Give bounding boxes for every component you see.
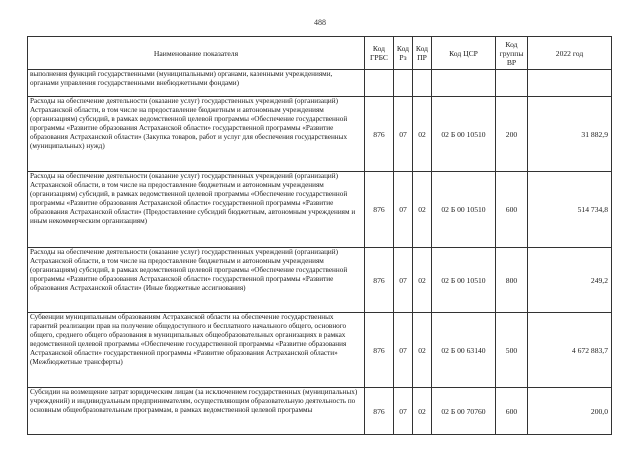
header-name: Наименование показателя [28,37,365,70]
header-csr: Код ЦСР [432,37,496,70]
row-amount: 200,0 [528,388,612,435]
row-amount: 31 882,9 [528,97,612,172]
row-grbs: 876 [365,172,394,248]
table-row [28,97,612,172]
table-row-continuation [28,70,612,97]
row-amount: 514 734,8 [528,172,612,248]
row-csr: 02 Б 00 10510 [432,97,496,172]
header-grbs: Код ГРБС [365,37,394,70]
table-row [28,388,612,435]
row-csr: 02 Б 00 10510 [432,172,496,248]
row-grbs: 876 [365,97,394,172]
row-csr: 02 Б 00 10510 [432,248,496,313]
row-pr: 02 [413,248,432,313]
row-csr: 02 Б 00 63140 [432,313,496,388]
row-rz: 07 [394,172,413,248]
row-grbs: 876 [365,388,394,435]
row-name: Расходы на обеспечение деятельности (оказание услуг) государственных учреждений (организаций) Астраханской области, в том числе на предоставление бюджетным и автономным учреждениям (организациям) субсидий, в рамках ведомственной целевой программы «Обеспечение государственной программы «Развитие образования Астраханской области» государственной программы «Развитие образования Астраханской области» (Иные бюджетные ассигнования) [28,248,365,313]
row-vr: 600 [496,172,528,248]
row-name: Субсидии на возмещение затрат юридическим лицам (за исключением государственных (муниципальных) учреждений) и индивидуальным предпринимателям, осуществляющим образовательную деятельность по основным общеобразовательным программам, в рамках ведомственной целевой программы [28,388,365,435]
row-name: Расходы на обеспечение деятельности (оказание услуг) государственных учреждений (организаций) Астраханской области, в том числе на предоставление бюджетным и автономным учреждениям (организациям) субсидий, в рамках ведомственной целевой программы «Обеспечение государственной программы «Развитие образования Астраханской области» государственной программы «Развитие образования Астраханской области» (Закупка товаров, работ и услуг для обеспечения государственных (муниципальных) нужд) [28,97,365,172]
table-row [28,248,612,313]
row-amount: 4 672 883,7 [528,313,612,388]
row-name: Расходы на обеспечение деятельности (оказание услуг) государственных учреждений (организаций) Астраханской области, в том числе на предоставление бюджетным и автономным учреждениям (организациям) субсидий, в рамках ведомственной целевой программы «Обеспечение государственной программы «Развитие образования Астраханской области» государственной программы «Развитие образования Астраханской области» (Предоставление субсидий бюджетным, автономным учреждениям и иным некоммерческим организациям) [28,172,365,248]
row-vr: 200 [496,97,528,172]
row-pr: 02 [413,172,432,248]
header-pr: Код ПР [413,37,432,70]
row-pr: 02 [413,97,432,172]
budget-table [27,36,612,435]
row-vr: 600 [496,388,528,435]
row-vr: 800 [496,248,528,313]
table-row [28,313,612,388]
row-name: Субвенции муниципальным образованиям Астраханской области на обеспечение государственных гарантий реализации прав на получение общедоступного и бесплатного начального общего, основного общего, среднего общего образования в муниципальных общеобразовательных организациях в рамках ведомственной целевой программы «Обеспечение государственной программы «Развитие образования Астраханской области» государственной программы «Развитие образования Астраханской области» (Межбюджетные трансферты) [28,313,365,388]
continuation-text: выполнения функций государственными (муниципальными) органами, казенными учреждениями, органами управления государственными внебюджетными фондами) [28,70,365,97]
row-grbs: 876 [365,248,394,313]
row-csr: 02 Б 00 70760 [432,388,496,435]
table-header [28,37,612,70]
row-pr: 02 [413,388,432,435]
row-grbs: 876 [365,313,394,388]
row-rz: 07 [394,248,413,313]
row-amount: 249,2 [528,248,612,313]
header-vr: Код группы ВР [496,37,528,70]
row-rz: 07 [394,388,413,435]
row-vr: 500 [496,313,528,388]
page-number: 488 [314,18,326,27]
row-rz: 07 [394,313,413,388]
row-rz: 07 [394,97,413,172]
header-rz: Код Рз [394,37,413,70]
table-row [28,172,612,248]
row-pr: 02 [413,313,432,388]
header-year: 2022 год [528,37,612,70]
